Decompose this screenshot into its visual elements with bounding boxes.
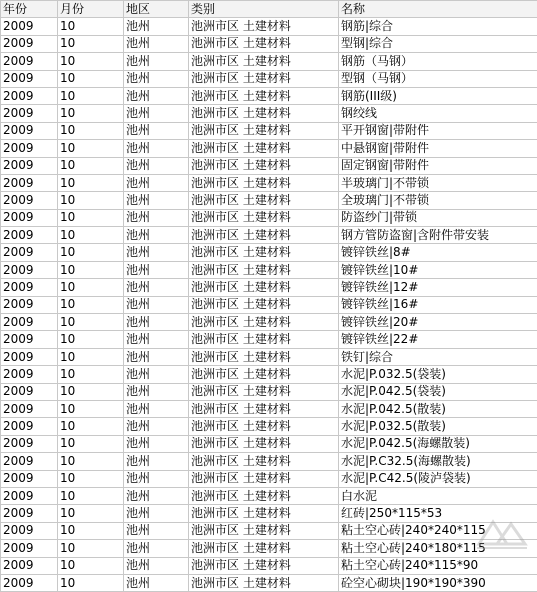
- cell-region[interactable]: 池州: [124, 140, 189, 157]
- cell-region[interactable]: 池州: [124, 261, 189, 278]
- cell-year[interactable]: 2009: [1, 383, 58, 400]
- table-row: [1, 157, 537, 174]
- header-row: [1, 1, 537, 18]
- cell-category[interactable]: 池洲市区 土建材料: [189, 487, 339, 504]
- table-row: [1, 435, 537, 452]
- header-region[interactable]: 地区: [124, 1, 189, 18]
- cell-year[interactable]: 2009: [1, 296, 58, 313]
- cell-year[interactable]: 2009: [1, 35, 58, 52]
- cell-name[interactable]: 镀锌铁丝|12#: [339, 279, 537, 296]
- cell-region[interactable]: 池州: [124, 18, 189, 35]
- table-row: [1, 487, 537, 504]
- cell-month[interactable]: 10: [58, 140, 124, 157]
- table-row: [1, 87, 537, 104]
- cell-month[interactable]: 10: [58, 574, 124, 591]
- cell-category[interactable]: 池洲市区 土建材料: [189, 540, 339, 557]
- cell-year[interactable]: 2009: [1, 18, 58, 35]
- cell-name[interactable]: 红砖|250*115*53: [339, 505, 537, 522]
- table-row: [1, 296, 537, 313]
- cell-name[interactable]: 水泥|P.042.5(散装): [339, 400, 537, 417]
- cell-month[interactable]: 10: [58, 122, 124, 139]
- table-row: [1, 470, 537, 487]
- cell-year[interactable]: 2009: [1, 122, 58, 139]
- cell-month[interactable]: 10: [58, 557, 124, 574]
- table-row: [1, 505, 537, 522]
- cell-region[interactable]: 池州: [124, 105, 189, 122]
- cell-month[interactable]: 10: [58, 70, 124, 87]
- cell-year[interactable]: 2009: [1, 157, 58, 174]
- cell-region[interactable]: 池州: [124, 540, 189, 557]
- cell-name[interactable]: 水泥|P.042.5(袋装): [339, 383, 537, 400]
- cell-name[interactable]: 钢方管防盗窗|含附件带安装: [339, 227, 537, 244]
- cell-name[interactable]: 钢筋（马钢）: [339, 53, 537, 70]
- cell-region[interactable]: 池州: [124, 157, 189, 174]
- cell-month[interactable]: 10: [58, 522, 124, 539]
- cell-month[interactable]: 10: [58, 35, 124, 52]
- cell-name[interactable]: 固定钢窗|带附件: [339, 157, 537, 174]
- cell-region[interactable]: 池州: [124, 487, 189, 504]
- table-row: [1, 331, 537, 348]
- table-row: [1, 174, 537, 191]
- cell-region[interactable]: 池州: [124, 244, 189, 261]
- cell-category[interactable]: 池洲市区 土建材料: [189, 209, 339, 226]
- cell-month[interactable]: 10: [58, 244, 124, 261]
- cell-category[interactable]: 池洲市区 土建材料: [189, 435, 339, 452]
- cell-name[interactable]: 钢绞线: [339, 105, 537, 122]
- cell-name[interactable]: 镀锌铁丝|22#: [339, 331, 537, 348]
- cell-region[interactable]: 池州: [124, 174, 189, 191]
- cell-month[interactable]: 10: [58, 296, 124, 313]
- table-row: [1, 522, 537, 539]
- cell-region[interactable]: 池州: [124, 522, 189, 539]
- cell-name[interactable]: 粘土空心砖|240*115*90: [339, 557, 537, 574]
- cell-year[interactable]: 2009: [1, 105, 58, 122]
- cell-category[interactable]: 池洲市区 土建材料: [189, 383, 339, 400]
- cell-month[interactable]: 10: [58, 540, 124, 557]
- cell-region[interactable]: 池州: [124, 314, 189, 331]
- cell-category[interactable]: 池洲市区 土建材料: [189, 366, 339, 383]
- cell-year[interactable]: 2009: [1, 174, 58, 191]
- table-row: [1, 366, 537, 383]
- cell-year[interactable]: 2009: [1, 487, 58, 504]
- cell-category[interactable]: 池洲市区 土建材料: [189, 522, 339, 539]
- cell-region[interactable]: 池州: [124, 435, 189, 452]
- cell-year[interactable]: 2009: [1, 227, 58, 244]
- cell-month[interactable]: 10: [58, 366, 124, 383]
- cell-month[interactable]: 10: [58, 18, 124, 35]
- cell-year[interactable]: 2009: [1, 244, 58, 261]
- cell-category[interactable]: 池洲市区 土建材料: [189, 105, 339, 122]
- cell-category[interactable]: 池洲市区 土建材料: [189, 174, 339, 191]
- cell-name[interactable]: 半玻璃门|不带锁: [339, 174, 537, 191]
- cell-category[interactable]: 池洲市区 土建材料: [189, 261, 339, 278]
- cell-category[interactable]: 池洲市区 土建材料: [189, 18, 339, 35]
- cell-name[interactable]: 砼空心砌块|190*190*390: [339, 574, 537, 591]
- cell-category[interactable]: 池洲市区 土建材料: [189, 505, 339, 522]
- table-row: [1, 418, 537, 435]
- cell-region[interactable]: 池州: [124, 505, 189, 522]
- cell-category[interactable]: 池洲市区 土建材料: [189, 279, 339, 296]
- table-row: [1, 227, 537, 244]
- cell-name[interactable]: 粘土空心砖|240*240*115: [339, 522, 537, 539]
- cell-region[interactable]: 池州: [124, 279, 189, 296]
- cell-month[interactable]: 10: [58, 105, 124, 122]
- cell-month[interactable]: 10: [58, 400, 124, 417]
- cell-year[interactable]: 2009: [1, 522, 58, 539]
- cell-year[interactable]: 2009: [1, 331, 58, 348]
- cell-year[interactable]: 2009: [1, 453, 58, 470]
- cell-year[interactable]: 2009: [1, 400, 58, 417]
- cell-name[interactable]: 水泥|P.032.5(袋装): [339, 366, 537, 383]
- cell-year[interactable]: 2009: [1, 557, 58, 574]
- table-row: [1, 244, 537, 261]
- cell-year[interactable]: 2009: [1, 279, 58, 296]
- cell-region[interactable]: 池州: [124, 227, 189, 244]
- cell-category[interactable]: 池洲市区 土建材料: [189, 157, 339, 174]
- cell-name[interactable]: 粘土空心砖|240*180*115: [339, 540, 537, 557]
- table-row: [1, 18, 537, 35]
- cell-category[interactable]: 池洲市区 土建材料: [189, 70, 339, 87]
- cell-category[interactable]: 池洲市区 土建材料: [189, 400, 339, 417]
- cell-month[interactable]: 10: [58, 53, 124, 70]
- cell-region[interactable]: 池州: [124, 366, 189, 383]
- cell-year[interactable]: 2009: [1, 53, 58, 70]
- cell-name[interactable]: 水泥|P.C32.5(海螺散装): [339, 453, 537, 470]
- table-row: [1, 70, 537, 87]
- cell-year[interactable]: 2009: [1, 209, 58, 226]
- cell-region[interactable]: 池州: [124, 122, 189, 139]
- cell-category[interactable]: 池洲市区 土建材料: [189, 35, 339, 52]
- cell-region[interactable]: 池州: [124, 574, 189, 591]
- cell-month[interactable]: 10: [58, 314, 124, 331]
- cell-year[interactable]: 2009: [1, 261, 58, 278]
- cell-name[interactable]: 铁钉|综合: [339, 348, 537, 365]
- cell-category[interactable]: 池洲市区 土建材料: [189, 192, 339, 209]
- table-row: [1, 53, 537, 70]
- cell-category[interactable]: 池洲市区 土建材料: [189, 314, 339, 331]
- cell-name[interactable]: 钢筋(III级): [339, 87, 537, 104]
- cell-region[interactable]: 池州: [124, 192, 189, 209]
- cell-month[interactable]: 10: [58, 174, 124, 191]
- cell-region[interactable]: 池州: [124, 557, 189, 574]
- table-row: [1, 140, 537, 157]
- cell-month[interactable]: 10: [58, 470, 124, 487]
- cell-name[interactable]: 镀锌铁丝|8#: [339, 244, 537, 261]
- table-row: [1, 400, 537, 417]
- cell-month[interactable]: 10: [58, 227, 124, 244]
- cell-region[interactable]: 池州: [124, 470, 189, 487]
- table-row: [1, 314, 537, 331]
- table-row: [1, 209, 537, 226]
- header-name[interactable]: 名称: [339, 1, 537, 18]
- cell-region[interactable]: 池州: [124, 400, 189, 417]
- cell-year[interactable]: 2009: [1, 435, 58, 452]
- cell-region[interactable]: 池州: [124, 418, 189, 435]
- cell-name[interactable]: 水泥|P.042.5(海螺散装): [339, 435, 537, 452]
- header-year[interactable]: 年份: [1, 1, 58, 18]
- header-category[interactable]: 类别: [189, 1, 339, 18]
- table-row: [1, 192, 537, 209]
- cell-month[interactable]: 10: [58, 209, 124, 226]
- cell-month[interactable]: 10: [58, 279, 124, 296]
- cell-region[interactable]: 池州: [124, 453, 189, 470]
- cell-name[interactable]: 型钢|综合: [339, 35, 537, 52]
- cell-category[interactable]: 池洲市区 土建材料: [189, 348, 339, 365]
- table-row: [1, 453, 537, 470]
- cell-year[interactable]: 2009: [1, 505, 58, 522]
- table-row: [1, 279, 537, 296]
- cell-region[interactable]: 池州: [124, 35, 189, 52]
- cell-year[interactable]: 2009: [1, 140, 58, 157]
- cell-region[interactable]: 池州: [124, 296, 189, 313]
- cell-name[interactable]: 镀锌铁丝|20#: [339, 314, 537, 331]
- cell-name[interactable]: 水泥|P.032.5(散装): [339, 418, 537, 435]
- cell-month[interactable]: 10: [58, 453, 124, 470]
- cell-name[interactable]: 中悬钢窗|带附件: [339, 140, 537, 157]
- cell-category[interactable]: 池洲市区 土建材料: [189, 453, 339, 470]
- cell-year[interactable]: 2009: [1, 70, 58, 87]
- cell-year[interactable]: 2009: [1, 574, 58, 591]
- table-row: [1, 383, 537, 400]
- cell-name[interactable]: 型钢（马钢）: [339, 70, 537, 87]
- cell-month[interactable]: 10: [58, 348, 124, 365]
- cell-category[interactable]: 池洲市区 土建材料: [189, 122, 339, 139]
- cell-month[interactable]: 10: [58, 418, 124, 435]
- cell-month[interactable]: 10: [58, 383, 124, 400]
- cell-category[interactable]: 池洲市区 土建材料: [189, 140, 339, 157]
- cell-month[interactable]: 10: [58, 331, 124, 348]
- cell-year[interactable]: 2009: [1, 540, 58, 557]
- cell-month[interactable]: 10: [58, 87, 124, 104]
- cell-category[interactable]: 池洲市区 土建材料: [189, 227, 339, 244]
- cell-month[interactable]: 10: [58, 157, 124, 174]
- cell-year[interactable]: 2009: [1, 418, 58, 435]
- table-row: [1, 105, 537, 122]
- cell-name[interactable]: 镀锌铁丝|10#: [339, 261, 537, 278]
- cell-month[interactable]: 10: [58, 261, 124, 278]
- cell-category[interactable]: 池洲市区 土建材料: [189, 574, 339, 591]
- cell-region[interactable]: 池州: [124, 383, 189, 400]
- cell-year[interactable]: 2009: [1, 366, 58, 383]
- table-row: [1, 574, 537, 591]
- cell-region[interactable]: 池州: [124, 87, 189, 104]
- cell-category[interactable]: 池洲市区 土建材料: [189, 244, 339, 261]
- cell-name[interactable]: 镀锌铁丝|16#: [339, 296, 537, 313]
- table-row: [1, 540, 537, 557]
- table-row: [1, 261, 537, 278]
- cell-region[interactable]: 池州: [124, 53, 189, 70]
- cell-year[interactable]: 2009: [1, 470, 58, 487]
- cell-category[interactable]: 池洲市区 土建材料: [189, 331, 339, 348]
- cell-name[interactable]: 水泥|P.C42.5(陵泸袋装): [339, 470, 537, 487]
- table-row: [1, 35, 537, 52]
- cell-name[interactable]: 钢筋|综合: [339, 18, 537, 35]
- cell-month[interactable]: 10: [58, 435, 124, 452]
- cell-region[interactable]: 池州: [124, 70, 189, 87]
- cell-year[interactable]: 2009: [1, 314, 58, 331]
- cell-category[interactable]: 池洲市区 土建材料: [189, 557, 339, 574]
- cell-month[interactable]: 10: [58, 505, 124, 522]
- cell-category[interactable]: 池洲市区 土建材料: [189, 296, 339, 313]
- cell-region[interactable]: 池州: [124, 348, 189, 365]
- cell-category[interactable]: 池洲市区 土建材料: [189, 53, 339, 70]
- cell-name[interactable]: 白水泥: [339, 487, 537, 504]
- cell-region[interactable]: 池州: [124, 331, 189, 348]
- cell-month[interactable]: 10: [58, 487, 124, 504]
- cell-category[interactable]: 池洲市区 土建材料: [189, 470, 339, 487]
- cell-name[interactable]: 防盗纱门|带锁: [339, 209, 537, 226]
- header-month[interactable]: 月份: [58, 1, 124, 18]
- table-row: [1, 348, 537, 365]
- cell-name[interactable]: 全玻璃门|不带锁: [339, 192, 537, 209]
- table-row: [1, 122, 537, 139]
- cell-month[interactable]: 10: [58, 192, 124, 209]
- cell-category[interactable]: 池洲市区 土建材料: [189, 418, 339, 435]
- cell-category[interactable]: 池洲市区 土建材料: [189, 87, 339, 104]
- cell-year[interactable]: 2009: [1, 87, 58, 104]
- cell-year[interactable]: 2009: [1, 192, 58, 209]
- cell-name[interactable]: 平开钢窗|带附件: [339, 122, 537, 139]
- cell-region[interactable]: 池州: [124, 209, 189, 226]
- cell-year[interactable]: 2009: [1, 348, 58, 365]
